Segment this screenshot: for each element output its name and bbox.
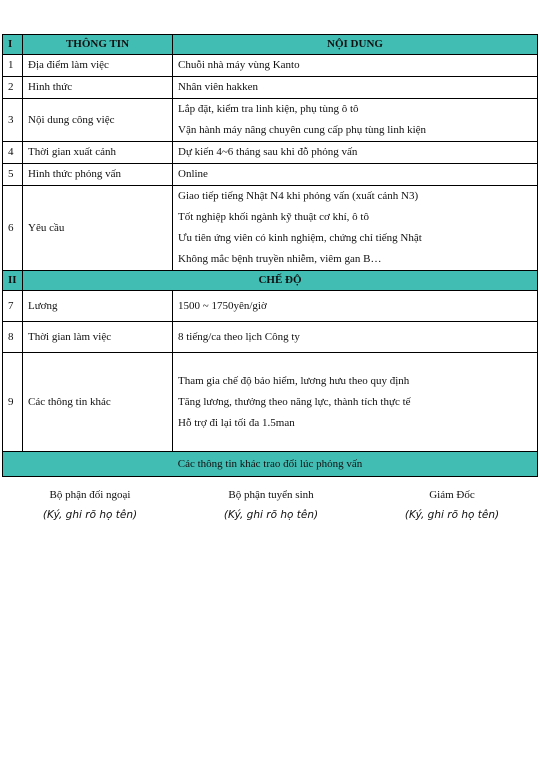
row-number: 3: [3, 99, 23, 142]
row-content: [173, 186, 538, 271]
content-line: Tốt nghiệp khối ngành kỹ thuật cơ khí, ô tô: [178, 211, 369, 223]
content-line: Online: [178, 168, 208, 180]
recruitment-info-table: [2, 34, 538, 477]
row-content: [173, 164, 538, 186]
row-label: Thời gian làm việc: [23, 322, 173, 353]
row-label: Hình thức phỏng vấn: [23, 164, 173, 186]
table-row: [3, 164, 538, 186]
signature-title: Bộ phận đối ngoại: [49, 489, 131, 501]
row-content: [173, 322, 538, 353]
section-title: CHẾ ĐỘ: [23, 271, 538, 291]
row-content: [173, 99, 538, 142]
section-roman: II: [3, 271, 23, 291]
row-number: 5: [3, 164, 23, 186]
row-number: 4: [3, 142, 23, 164]
section-header-benefits: [3, 271, 538, 291]
row-label: Yêu cầu: [23, 186, 173, 271]
content-line: Hỗ trợ đi lại tối đa 1.5man: [178, 416, 295, 429]
footer-row: [3, 452, 538, 477]
table-row: [3, 353, 538, 452]
content-line: 8 tiếng/ca theo lịch Công ty: [178, 330, 300, 343]
table-row: [3, 291, 538, 322]
content-line: Dự kiến 4~6 tháng sau khi đỗ phỏng vấn: [178, 146, 358, 158]
signature-block-admissions: [181, 489, 361, 521]
content-line: Nhân viên hakken: [178, 81, 259, 93]
row-number: 8: [3, 322, 23, 353]
table-row: [3, 322, 538, 353]
signature-title: Bộ phận tuyển sinh: [228, 489, 314, 501]
row-label: Lương: [23, 291, 173, 322]
table-row: [3, 142, 538, 164]
column-header-content: NỘI DUNG: [173, 35, 538, 55]
content-line: Tăng lương, thưởng theo năng lực, thành tích thực tế: [178, 395, 411, 408]
section-roman: I: [3, 35, 23, 55]
row-number: 7: [3, 291, 23, 322]
signature-block-director: [362, 489, 539, 521]
signature-title: Giám Đốc: [429, 489, 475, 501]
content-line: Giao tiếp tiếng Nhật N4 khi phỏng vấn (xuất cảnh N3): [178, 190, 419, 202]
row-number: 2: [3, 77, 23, 99]
table-row: [3, 99, 538, 142]
row-number: 6: [3, 186, 23, 271]
content-line: Ưu tiên ứng viên có kinh nghiệm, chứng chỉ tiếng Nhật: [178, 232, 422, 244]
signature-note: (Ký, ghi rõ họ tên): [42, 509, 138, 521]
signature-note: (Ký, ghi rõ họ tên): [404, 509, 500, 521]
row-label: Nội dung công việc: [23, 99, 173, 142]
row-number: 9: [3, 353, 23, 452]
signature-block-external-relations: [0, 489, 180, 521]
content-line: Không mắc bệnh truyền nhiễm, viêm gan B…: [178, 253, 382, 265]
content-line: Chuỗi nhà máy vùng Kanto: [178, 59, 300, 71]
content-line: Lắp đặt, kiểm tra linh kiện, phụ tùng ô tô: [178, 103, 359, 115]
column-header-info: THÔNG TIN: [23, 35, 173, 55]
table-row: [3, 186, 538, 271]
row-label: Hình thức: [23, 77, 173, 99]
content-line: Tham gia chế độ bảo hiểm, lương hưu theo quy định: [178, 374, 410, 387]
row-content: [173, 291, 538, 322]
row-content: [173, 353, 538, 452]
content-line: 1500 ~ 1750yên/giờ: [178, 299, 267, 312]
row-number: 1: [3, 55, 23, 77]
row-content: [173, 55, 538, 77]
table-row: [3, 77, 538, 99]
row-label: Thời gian xuất cảnh: [23, 142, 173, 164]
content-line: Vận hành máy nâng chuyên cung cấp phụ tùng linh kiện: [178, 124, 427, 136]
row-content: [173, 142, 538, 164]
row-label: Địa điểm làm việc: [23, 55, 173, 77]
section-header-info: [3, 35, 538, 55]
footer-note: Các thông tin khác trao đổi lúc phỏng vấn: [3, 452, 538, 477]
row-content: [173, 77, 538, 99]
table-row: [3, 55, 538, 77]
row-label: Các thông tin khác: [23, 353, 173, 452]
signature-note: (Ký, ghi rõ họ tên): [223, 509, 319, 521]
